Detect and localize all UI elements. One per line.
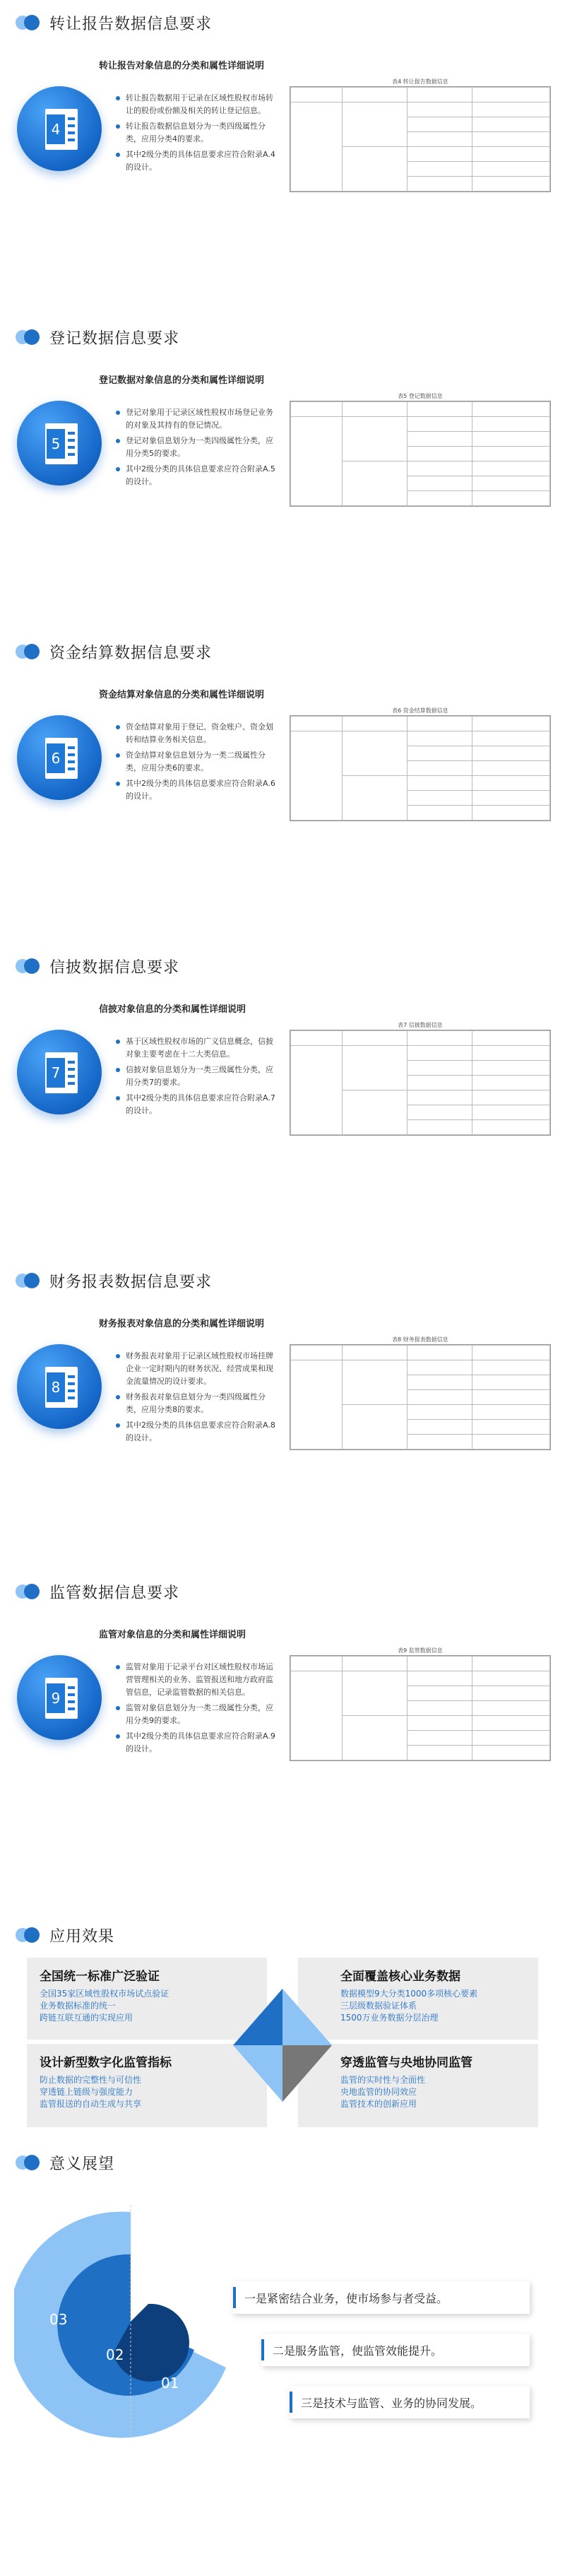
bullet-item: 其中2级分类的具体信息要求应符合附录A.9的设计。: [116, 1730, 278, 1755]
table-caption: 表6 资金结算数据信息: [392, 707, 448, 714]
bullet-item: 资金结算对象信息划分为一类二级属性分类，应用分类6的要求。: [116, 749, 278, 775]
effect-card-line: 穿透链上链级与强度能力: [40, 2087, 133, 2097]
level-label: 03: [49, 2311, 68, 2328]
section-title: 应用效果: [49, 1927, 115, 1946]
outlook-item-text: 三是技术与监管、业务的协同发展。: [301, 2396, 482, 2410]
section-title: 转让报告数据信息要求: [49, 15, 213, 33]
bullet-item: 其中2级分类的具体信息要求应符合附录A.4的设计。: [116, 148, 278, 174]
bullet-item: 监管对象信息划分为一类二级属性分类，应用分类9的要求。: [116, 1702, 278, 1727]
table-caption: 表9 监管数据信息: [398, 1647, 443, 1654]
data-section-4: [0, 952, 565, 1249]
section-header: [16, 1921, 114, 1949]
section-bullet-icon: [16, 1582, 44, 1601]
section-header: [16, 323, 179, 351]
section-header: [16, 637, 212, 666]
level-label: 02: [106, 2346, 124, 2363]
section-title: 资金结算数据信息要求: [49, 644, 213, 662]
spec-table-grid: [290, 1345, 550, 1449]
outlook-item: [290, 2386, 530, 2418]
bullet-item: 转让报告数据用于记录在区域性股权市场转让的股份或份额及相关的转让登记信息。: [116, 92, 278, 117]
section-subtitle: 转让报告对象信息的分类和属性详细说明: [99, 61, 265, 71]
bullet-item: 其中2级分类的具体信息要求应符合附录A.5的设计。: [116, 463, 278, 488]
table-caption: 表4 转让报告数据信息: [392, 78, 448, 85]
section-title: 财务报表数据信息要求: [49, 1273, 213, 1291]
document-icon: [45, 423, 78, 464]
section-bullets: [116, 1350, 278, 1447]
document-icon: [45, 1052, 78, 1093]
effect-card-line: 央地监管的协同效应: [340, 2087, 417, 2097]
document-number: 9: [47, 1683, 65, 1713]
outlook-section: [0, 2148, 565, 2558]
section-bullet-icon: [16, 642, 44, 661]
effect-card-line: 业务数据标准的统一: [40, 2001, 117, 2011]
spec-table: [290, 401, 551, 507]
data-section-5: [0, 1266, 565, 1563]
spec-table: [290, 715, 551, 821]
effect-card-line: 监管技术的创新应用: [340, 2099, 417, 2109]
section-title: 信披数据信息要求: [49, 958, 180, 977]
section-subtitle: 信披对象信息的分类和属性详细说明: [99, 1004, 246, 1015]
effect-card-title: 穿透监管与央地协同监管: [340, 2056, 472, 2070]
outlook-item: [233, 2281, 530, 2314]
section-subtitle: 登记数据对象信息的分类和属性详细说明: [99, 375, 265, 386]
spec-table-grid: [290, 1656, 550, 1760]
bullet-item: 信披对象信息划分为一类三级属性分类，应用分类7的要求。: [116, 1064, 278, 1089]
bullet-item: 转让报告数据信息划分为一类四级属性分类，应用分类4的要求。: [116, 120, 278, 146]
section-subtitle: 资金结算对象信息的分类和属性详细说明: [99, 690, 265, 700]
section-title: 监管数据信息要求: [49, 1584, 180, 1602]
data-section-6: [0, 1577, 565, 1874]
effect-card-1: [27, 1958, 267, 2040]
spec-table: [290, 1030, 551, 1136]
section-subtitle: 财务报表对象信息的分类和属性详细说明: [99, 1319, 265, 1329]
section-title: 意义展望: [49, 2155, 115, 2173]
spec-table-grid: [290, 1030, 550, 1135]
document-badge: [17, 1344, 102, 1429]
section-bullet-icon: [16, 2153, 44, 2172]
section-bullet-icon: [16, 1925, 44, 1945]
bullet-item: 登记对象信息划分为一类四级属性分类，应用分类5的要求。: [116, 435, 278, 460]
document-badge: [17, 1655, 102, 1740]
section-bullet-icon: [16, 327, 44, 347]
section-bullets: [116, 406, 278, 491]
bullet-item: 登记对象用于记录区域性股权市场登记业务的对象及其持有的登记情况。: [116, 406, 278, 432]
section-bullets: [116, 92, 278, 177]
spec-table: [290, 1344, 551, 1450]
effect-card-line: 全国35家区域性股权市场试点验证: [40, 1989, 170, 1999]
section-header: [16, 1577, 179, 1606]
document-badge: [17, 1030, 102, 1114]
effect-card-title: 全国统一标准广泛验证: [40, 1970, 160, 1984]
spec-table-grid: [290, 716, 550, 821]
section-bullet-icon: [16, 13, 44, 33]
effects-center-graphic: [233, 1982, 332, 2109]
document-icon: [45, 1367, 78, 1408]
document-icon: [45, 738, 78, 779]
section-header: [16, 952, 179, 980]
outlook-item-text: 一是紧密结合业务，使市场参与者受益。: [244, 2291, 448, 2305]
document-icon: [45, 1678, 78, 1719]
section-bullets: [116, 1035, 278, 1120]
table-caption: 表7 信披数据信息: [398, 1022, 443, 1028]
bullet-item: 基于区域性股权市场的广义信息概念，信披对象主要考虑在十二大类信息。: [116, 1035, 278, 1061]
spec-table-grid: [290, 87, 550, 192]
effect-card-line: 监管的实时性与全面性: [340, 2075, 426, 2085]
document-icon: [45, 109, 78, 150]
spec-table: [290, 86, 551, 192]
effect-card-line: 1500万业务数据分层治理: [340, 2013, 439, 2023]
bullet-item: 财务报表对象用于记录区域性股权市场挂牌企业一定时期内的财务状况、经营成果和现金流量情况的设计要求。: [116, 1350, 278, 1388]
section-bullet-icon: [16, 1271, 44, 1290]
effect-card-line: 监管报送的自动生成与共享: [40, 2099, 142, 2109]
document-number: 5: [47, 429, 65, 459]
data-section-3: [0, 637, 565, 934]
outlook-item: [261, 2334, 530, 2366]
spec-table: [290, 1655, 551, 1761]
document-badge: [17, 401, 102, 486]
document-badge: [17, 86, 102, 171]
document-badge: [17, 715, 102, 800]
bullet-item: 其中2级分类的具体信息要求应符合附录A.6的设计。: [116, 777, 278, 803]
section-header: [16, 2148, 114, 2177]
effect-card-line: 数据模型9大分类1000多项核心要素: [340, 1989, 478, 1999]
effect-card-line: 跨链互联互通的实现应用: [40, 2013, 133, 2023]
document-number: 4: [47, 114, 65, 144]
bullet-item: 其中2级分类的具体信息要求应符合附录A.7的设计。: [116, 1092, 278, 1117]
effect-card-4: [298, 2044, 538, 2127]
bullet-item: 监管对象用于记录平台对区域性股权市场运营管理相关的业务、监管报送和地方政府监管信息，记录监管数据的相关信息。: [116, 1661, 278, 1699]
table-caption: 表5 登记数据信息: [398, 393, 443, 399]
effect-card-2: [298, 1958, 538, 2040]
section-subtitle: 监管对象信息的分类和属性详细说明: [99, 1630, 246, 1640]
document-number: 7: [47, 1058, 65, 1088]
section-title: 登记数据信息要求: [49, 329, 180, 348]
effects-section: [0, 1921, 565, 2133]
data-section-1: [0, 8, 565, 305]
effect-card-line: 三层级数据验证体系: [340, 2001, 417, 2011]
section-header: [16, 8, 212, 37]
spec-table-grid: [290, 401, 550, 506]
document-number: 8: [47, 1372, 65, 1402]
effect-card-title: 设计新型数字化监管指标: [40, 2056, 172, 2070]
bullet-item: 资金结算对象用于登记、资金账户、资金划转和结算业务相关信息。: [116, 721, 278, 746]
section-bullets: [116, 721, 278, 806]
effect-card-3: [27, 2044, 267, 2127]
outlook-item-text: 二是服务监管，使监管效能提升。: [273, 2343, 443, 2358]
effect-card-title: 全面覆盖核心业务数据: [340, 1970, 460, 1984]
level-label: 01: [161, 2375, 179, 2392]
bullet-item: 财务报表对象信息划分为一类四级属性分类，应用分类8的要求。: [116, 1391, 278, 1416]
section-bullet-icon: [16, 956, 44, 976]
document-number: 6: [47, 743, 65, 773]
effect-card-line: 防止数据的完整性与可信性: [40, 2075, 142, 2085]
data-section-2: [0, 323, 565, 620]
table-caption: 表8 财务报表数据信息: [392, 1336, 448, 1343]
bullet-item: 其中2级分类的具体信息要求应符合附录A.8的设计。: [116, 1419, 278, 1445]
section-header: [16, 1266, 212, 1295]
section-bullets: [116, 1661, 278, 1758]
